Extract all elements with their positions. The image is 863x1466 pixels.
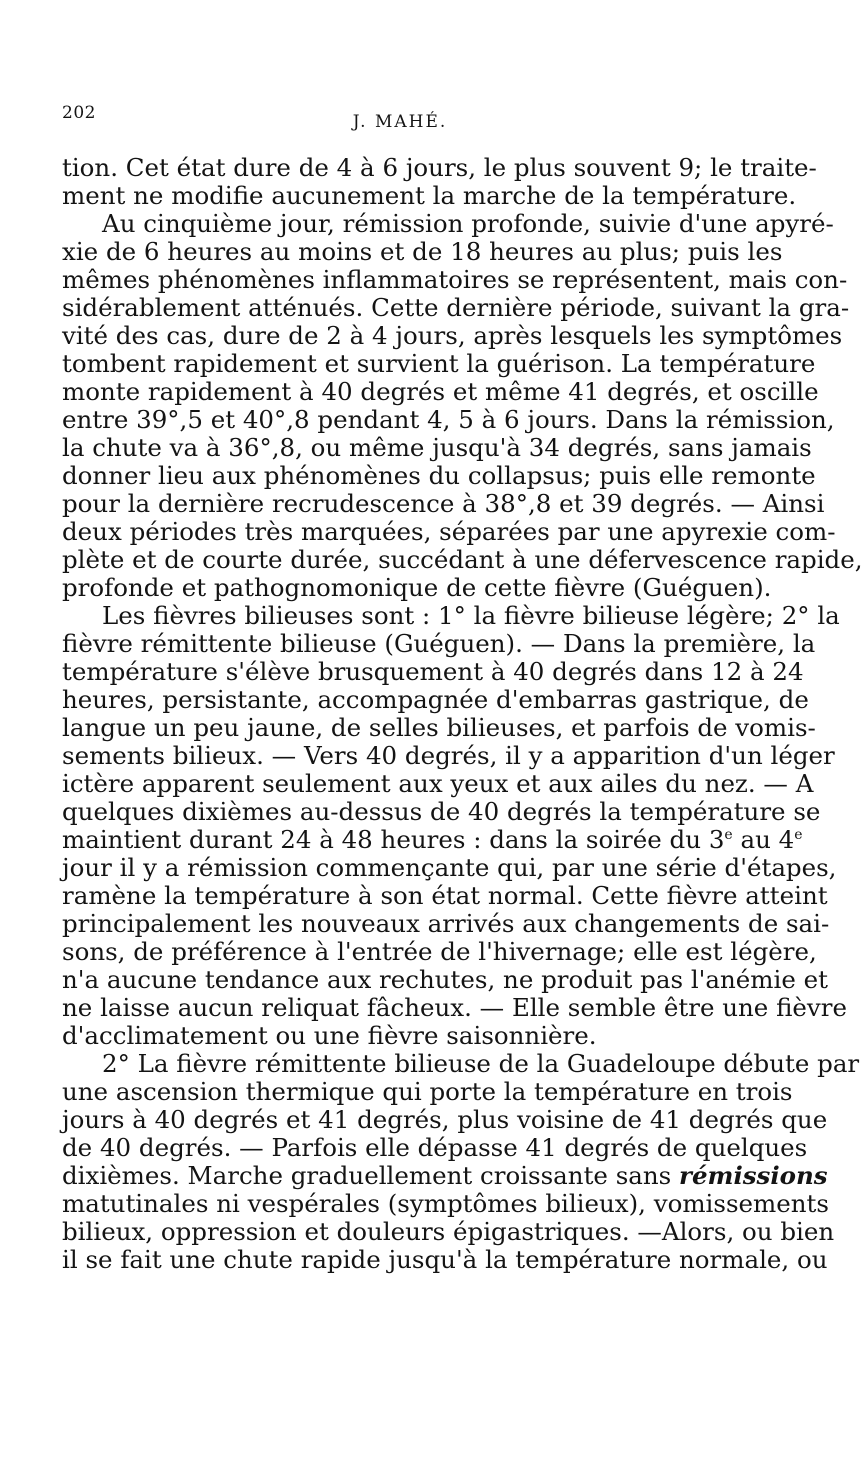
text-line: d'acclimatement ou une fièvre saisonnière. <box>62 1021 597 1050</box>
text-line: monte rapidement à 40 degrés et même 41 degrés, et oscille <box>62 377 819 406</box>
text-line: mêmes phénomènes inflammatoires se représentent, mais con- <box>62 265 848 294</box>
text-line: xie de 6 heures au moins et de 18 heures au plus; puis les <box>62 237 783 266</box>
text-line: donner lieu aux phénomènes du collapsus; puis elle remonte <box>62 461 816 490</box>
text-line: sidérablement atténués. Cette dernière période, suivant la gra- <box>62 293 850 322</box>
text-line: matutinales ni vespérales (symptômes bilieux), vomissements <box>62 1189 829 1218</box>
text-line: vité des cas, dure de 2 à 4 jours, après lesquels les symptômes <box>62 321 843 350</box>
text-line: langue un peu jaune, de selles bilieuses, et parfois de vomis- <box>62 713 816 742</box>
text-line: sements bilieux. — Vers 40 degrés, il y a apparition d'un léger <box>62 741 835 770</box>
text-line: la chute va à 36°,8, ou même jusqu'à 34 degrés, sans jamais <box>62 433 812 462</box>
text-line: ictère apparent seulement aux yeux et aux ailes du nez. — A <box>62 769 814 798</box>
text-line: fièvre rémittente bilieuse (Guéguen). — Dans la première, la <box>62 629 816 658</box>
text-line: deux périodes très marquées, séparées par une apyrexie com- <box>62 517 836 546</box>
text-line: de 40 degrés. — Parfois elle dépasse 41 degrés de quelques <box>62 1133 808 1162</box>
text-line: principalement les nouveaux arrivés aux changements de sai- <box>62 909 830 938</box>
text-line: maintient durant 24 à 48 heures : dans la soirée du 3e au 4e <box>62 825 803 854</box>
text-line: heures, persistante, accompagnée d'embarras gastrique, de <box>62 685 809 714</box>
text-line: température s'élève brusquement à 40 degrés dans 12 à 24 <box>62 657 804 686</box>
running-head: J. MAHÉ. <box>352 112 448 132</box>
text-line: tombent rapidement et survient la guérison. La température <box>62 349 816 378</box>
text-line: ment ne modifie aucunement la marche de la température. <box>62 181 797 210</box>
text-line: jours à 40 degrés et 41 degrés, plus voisine de 41 degrés que <box>62 1105 828 1134</box>
text-line: une ascension thermique qui porte la température en trois <box>62 1077 793 1106</box>
text-line: pour la dernière recrudescence à 38°,8 et 39 degrés. — Ainsi <box>62 489 825 518</box>
text-line: quelques dixièmes au-dessus de 40 degrés la température se <box>62 797 821 826</box>
text-line: 2° La fièvre rémittente bilieuse de la Guadeloupe débute par <box>102 1049 860 1078</box>
italic-word: rémissions <box>679 1161 828 1190</box>
text-line: entre 39°,5 et 40°,8 pendant 4, 5 à 6 jours. Dans la rémission, <box>62 405 835 434</box>
text-line: tion. Cet état dure de 4 à 6 jours, le plus souvent 9; le traite- <box>62 153 817 182</box>
text-segment: dixièmes. Marche graduellement croissante sans <box>62 1161 672 1190</box>
text-line: Au cinquième jour, rémission profonde, suivie d'une apyré- <box>102 209 834 238</box>
text-line: ramène la température à son état normal. Cette fièvre atteint <box>62 881 828 910</box>
text-line: plète et de courte durée, succédant à une défervescence rapide, <box>62 545 863 574</box>
text-line: bilieux, oppression et douleurs épigastriques. —Alors, ou bien <box>62 1217 835 1246</box>
text-line: il se fait une chute rapide jusqu'à la température normale, ou <box>62 1245 828 1274</box>
text-line-mixed <box>62 1161 828 1190</box>
page-number: 202 <box>62 103 96 123</box>
text-line: profonde et pathognomonique de cette fièvre (Guéguen). <box>62 573 772 602</box>
text-line: sons, de préférence à l'entrée de l'hivernage; elle est légère, <box>62 937 817 966</box>
text-line: jour il y a rémission commençante qui, par une série d'étapes, <box>62 853 837 882</box>
text-line: n'a aucune tendance aux rechutes, ne produit pas l'anémie et <box>62 965 828 994</box>
text-line: ne laisse aucun reliquat fâcheux. — Elle semble être une fièvre <box>62 993 847 1022</box>
text-line: Les fièvres bilieuses sont : 1° la fièvre bilieuse légère; 2° la <box>102 601 840 630</box>
